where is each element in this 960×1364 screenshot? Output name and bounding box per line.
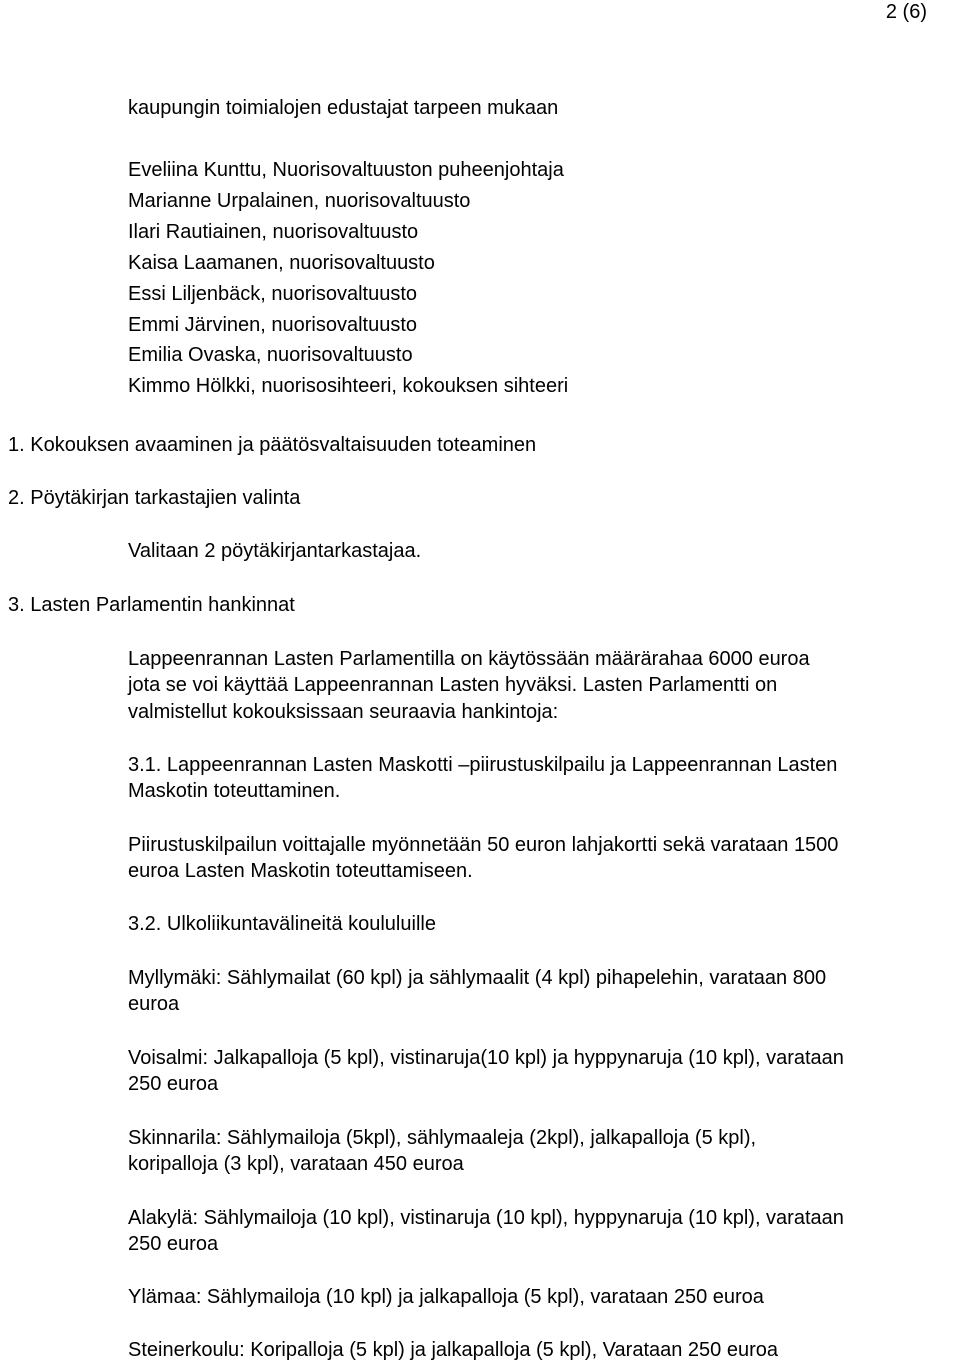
school-item-cont: koripalloja (3 kpl), varataan 450 euroa [128,1153,464,1175]
school-item: Myllymäki: Sählymailat (60 kpl) ja sählymaalit (4 kpl) pihapelehin, varataan 800 [128,967,827,989]
paragraph-line: euroa Lasten Maskotin toteuttamiseen. [128,860,473,882]
attendee-item: Kimmo Hölkki, nuorisosihteeri, kokouksen sihteeri [128,375,569,397]
intro-text: kaupungin toimialojen edustajat tarpeen mukaan [128,97,559,119]
section-2-body: Valitaan 2 pöytäkirjantarkastajaa. [128,540,422,562]
attendee-item: Eveliina Kunttu, Nuorisovaltuuston puheenjohtaja [128,159,564,181]
paragraph-line: valmistellut kokouksissaan seuraavia hankintoja: [128,701,559,723]
attendee-item: Essi Liljenbäck, nuorisovaltuusto [128,283,418,305]
paragraph-line: Maskotin toteuttaminen. [128,780,341,802]
school-item: Alakylä: Sählymailoja (10 kpl), vistinaruja (10 kpl), hyppynaruja (10 kpl), varataan [128,1207,844,1229]
paragraph-line: Piirustuskilpailun voittajalle myönnetään 50 euron lahjakortti sekä varataan 1500 [128,834,839,856]
attendee-item: Ilari Rautiainen, nuorisovaltuusto [128,221,419,243]
section-3-heading: 3. Lasten Parlamentin hankinnat [8,594,295,616]
school-item: Voisalmi: Jalkapalloja (5 kpl), vistinaruja(10 kpl) ja hyppynaruja (10 kpl), varataan [128,1047,844,1069]
school-item-cont: 250 euroa [128,1073,219,1095]
school-item-cont: euroa [128,993,180,1015]
school-item: Ylämaa: Sählymailoja (10 kpl) ja jalkapalloja (5 kpl), varataan 250 euroa [128,1286,764,1308]
school-item: Skinnarila: Sählymailoja (5kpl), sählymaaleja (2kpl), jalkapalloja (5 kpl), [128,1127,757,1149]
section-3-2-heading: 3.2. Ulkoliikuntavälineitä koululuille [128,913,436,935]
school-item-cont: 250 euroa [128,1233,219,1255]
section-2-heading: 2. Pöytäkirjan tarkastajien valinta [8,487,301,509]
attendee-item: Emilia Ovaska, nuorisovaltuusto [128,344,413,366]
paragraph-line: Lappeenrannan Lasten Parlamentilla on käytössään määrärahaa 6000 euroa [128,648,810,670]
attendee-item: Emmi Järvinen, nuorisovaltuusto [128,314,418,336]
section-1-heading: 1. Kokouksen avaaminen ja päätösvaltaisuuden toteaminen [8,434,537,456]
paragraph-line: 3.1. Lappeenrannan Lasten Maskotti –piirustuskilpailu ja Lappeenrannan Lasten [128,754,838,776]
page-number: 2 (6) [885,1,927,23]
attendee-item: Kaisa Laamanen, nuorisovaltuusto [128,252,435,274]
school-item: Steinerkoulu: Koripalloja (5 kpl) ja jalkapalloja (5 kpl), Varataan 250 euroa [128,1339,778,1361]
attendee-item: Marianne Urpalainen, nuorisovaltuusto [128,190,471,212]
paragraph-line: jota se voi käyttää Lappeenrannan Lasten hyväksi. Lasten Parlamentti on [128,674,778,696]
